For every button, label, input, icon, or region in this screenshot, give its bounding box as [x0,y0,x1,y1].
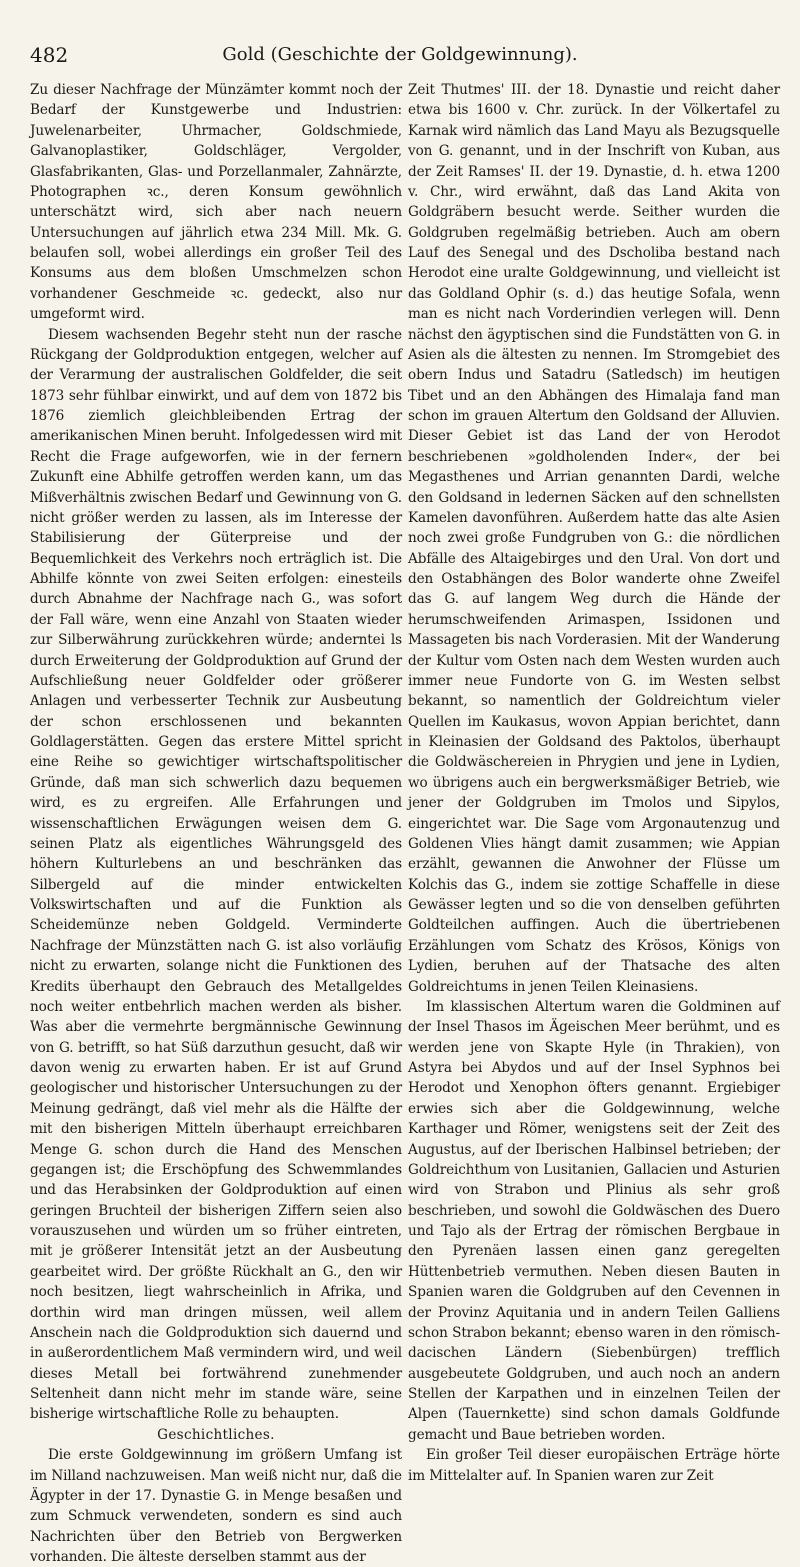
section-heading: Geschichtliches. [157,1426,275,1443]
left-paragraph-1: Zu dieser Nachfrage der Münzämter kommt noch der Bedarf der Kunstgewerbe und Industrien: Juwelenarbeiter, Uhrmacher, Goldschmiede, Galvanoplastiker, Goldschläger, Vergolder, Glasfabrikanten, Glas- und Porzellanmaler, Zahnärzte, Photographen ꝛc., deren Konsum gewöhnlich unterschätzt wird, sich aber nach neuern Untersuchungen auf jährlich etwa 234 Mill. Mk. G. belaufen soll, wobei allerdings ein großer Teil des Konsums aus dem bloßen Umschmelzen schon vorhandener Geschmeide ꝛc. gedeckt, also nur umgeformt wird. [30,82,402,323]
right-paragraph-3: Ein großer Teil dieser europäischen Erträge hörte im Mittelalter auf. In Spanien waren zur Zeit [408,1447,780,1484]
page-number: 482 [30,43,69,67]
left-paragraph-3: Die erste Goldgewinnung im größern Umfang ist im Nilland nachzuweisen. Man weiß nicht nur, daß die Ägypter in der 17. Dynastie G. in Menge besaßen und zum Schmuck verwendeten, sondern es sind auch Nachrichten über den Betrieb von Bergwerken vorhanden. Die älteste derselben stammt aus der [30,1447,402,1565]
left-column [30,80,402,1565]
page-header [30,40,770,70]
left-paragraph-2: Diesem wachsenden Begehr steht nun der rasche Rückgang der Goldproduktion entgegen, welcher auf der Verarmung der australischen Goldfelder, die seit 1873 sehr fühlbar einwirkt, und auf dem von 1872 bis 1876 ziemlich gleichbleibenden Ertrag der amerikanischen Minen beruht. Infolgedessen wird mit Recht die Frage aufgeworfen, wie in der fernern Zukunft eine Abhilfe getroffen werden kann, um das Mißverhältnis zwischen Bedarf und Gewinnung von G. nicht größer werden zu lassen, als im Interesse der Stabilisierung der Güterpreise und der Bequemlichkeit des Verkehrs noch erträglich ist. Die Abhilfe könnte von zwei Seiten erfolgen: einesteils durch Abnahme der Nachfrage nach G., was sofort der Fall wäre, wenn eine Anzahl von Staaten wieder zur Silberwährung zurückkehren würde; anderntei ls durch Erweiterung der Goldproduktion auf Grund der Aufschließung neuer Goldfelder oder größerer Anlagen und verbesserter Technik zur Ausbeutung der schon erschlossenen und bekannten Goldlagerstätten. Gegen das erstere Mittel spricht eine Reihe so gewichtiger wirtschaftspolitischer Gründe, daß man sich schwerlich dazu bequemen wird, es zu ergreifen. Alle Erfahrungen und wissenschaftlichen Erwägungen weisen dem G. seinen Platz als eigentliches Währungsgeld des höhern Kulturlebens an und beschränken das Silbergeld auf die minder entwickelten Volkswirtschaften und auf die Funktion als Scheidemünze neben Goldgeld. Verminderte Nachfrage der Münzstätten nach G. ist also vorläufig nicht zu erwarten, solange nicht die Funktionen des Kredits überhaupt den Gebrauch des Metallgeldes noch weiter entbehrlich machen werden als bisher. Was aber die vermehrte bergmännische Gewinnung von G. betrifft, so hat Süß darzuthun gesucht, daß wir davon wenig zu erwarten haben. Er ist auf Grund geologischer und historischer Untersuchungen zu der Meinung gedrängt, daß viel mehr als die Hälfte der mit den bisherigen Mitteln überhaupt erreichbaren Menge G. schon durch die Hand des Menschen gegangen ist; die Erschöpfung des Schwemmlandes und das Herabsinken der Goldproduktion auf einen geringen Bruchteil der bisherigen Ziffern seien also vorauszusehen und würden um so früher eintreten, mit je größerer Intensität jetzt an der Ausbeutung gearbeitet wird. Der größte Rückhalt an G., den wir noch besitzen, liegt wahrscheinlich in Afrika, und dorthin wird man dringen müssen, weil allem Anschein nach die Goldproduktion sich dauernd und in außerordentlichem Maß vermindern wird, und weil dieses Metall bei fortwährend zunehmender Seltenheit dann nicht mehr im stande wäre, seine bisherige wirtschaftliche Rolle zu behaupten. [30,326,402,1423]
right-paragraph-2: Im klassischen Altertum waren die Goldminen auf der Insel Thasos im Ägeischen Meer berühmt, und es werden jene von Skapte Hyle (in Thrakien), von Astyra bei Abydos und auf der Insel Syphnos bei Herodot und Xenophon öfters genannt. Ergiebiger erwies sich aber die Goldgewinnung, welche Karthager und Römer, wenigstens seit der Zeit des Augustus, auf der Iberischen Halbinsel betrieben; der Goldreichthum von Lusitanien, Gallacien und Asturien wird von Strabon und Plinius als sehr groß beschrieben, und sowohl die Goldwäschen des Duero und Tajo als der Ertrag der römischen Bergbaue in den Pyrenäen lassen einen ganz geregelten Hüttenbetrieb vermuthen. Neben diesen Bauten in Spanien waren die Goldgruben auf den Cevennen in der Provinz Aquitania und in andern Teilen Galliens schon Strabon bekannt; ebenso waren in den römisch-dacischen Ländern (Siebenbürgen) trefflich ausgebeutete Goldgruben, und auch noch an andern Stellen der Karpathen und in einzelnen Teilen der Alpen (Tauernkette) sind schon damals Goldfunde gemacht und Baue betrieben worden. [408,998,780,1443]
right-column [408,80,780,1484]
running-head: Gold (Geschichte der Goldgewinnung). [222,44,578,65]
right-paragraph-1: Zeit Thutmes' III. der 18. Dynastie und reicht daher etwa bis 1600 v. Chr. zurück. In der Völkertafel zu Karnak wird nämlich das Land Mayu als Bezugsquelle von G. genannt, und in der Inschrift von Kuban, aus der Zeit Ramses' II. der 19. Dynastie, d. h. etwa 1200 v. Chr., wird erwähnt, daß das Land Akita von Goldgräbern besucht werde. Seither wurden die Goldgruben regelmäßig betrieben. Auch am obern Lauf des Senegal und des Dscholiba bestand nach Herodot eine uralte Goldgewinnung, und vielleicht ist das Goldland Ophir (s. d.) das heutige Sofala, wenn man es nicht nach Vorderindien verlegen will. Denn nächst den ägyptischen sind die Fundstätten von G. in Asien als die ältesten zu nennen. Im Stromgebiet des obern Indus und Satadru (Satledsch) im heutigen Tibet und an den Abhängen des Himalaja fand man schon im grauen Altertum den Goldsand der Alluvien. Dieser Gebiet ist das Land der von Herodot beschriebenen »goldholenden Inder«, der bei Megasthenes und Arrian genannten Dardi, welche den Goldsand in ledernen Säcken auf den schnellsten Kamelen davonführen. Außerdem hatte das alte Asien noch zwei große Fundgruben von G.: die nördlichen Abfälle des Altaigebirges und den Ural. Von dort und den Ostabhängen des Bolor wanderte ohne Zweifel das G. auf langem Weg durch die Hände der herumschweifenden Arimaspen, Issidonen und Massageten bis nach Vorderasien. Mit der Wanderung der Kultur vom Osten nach dem Westen wurden auch immer neue Fundorte von G. im Westen selbst bekannt, so namentlich der Goldreichtum vieler Quellen im Kaukasus, wovon Appian berichtet, dann in Kleinasien der Goldsand des Paktolos, überhaupt die Goldwäschereien in Phrygien und jene in Lydien, wo übrigens auch ein bergwerksmäßiger Betrieb, wie jener der Goldgruben im Tmolos und Sipylos, eingerichtet war. Die Sage vom Argonautenzug und Goldenen Vlies hängt damit zusammen; wie Appian erzählt, gewannen die Anwohner der Flüsse um Kolchis das G., indem sie zottige Schaffelle in diese Gewässer legten und so die von denselben geführten Goldteilchen auffingen. Auch die übertriebenen Erzählungen vom Schatz des Krösos, Königs von Lydien, beruhen auf der Thatsache des alten Goldreichtums in jenen Teilen Kleinasiens. [408,82,780,995]
